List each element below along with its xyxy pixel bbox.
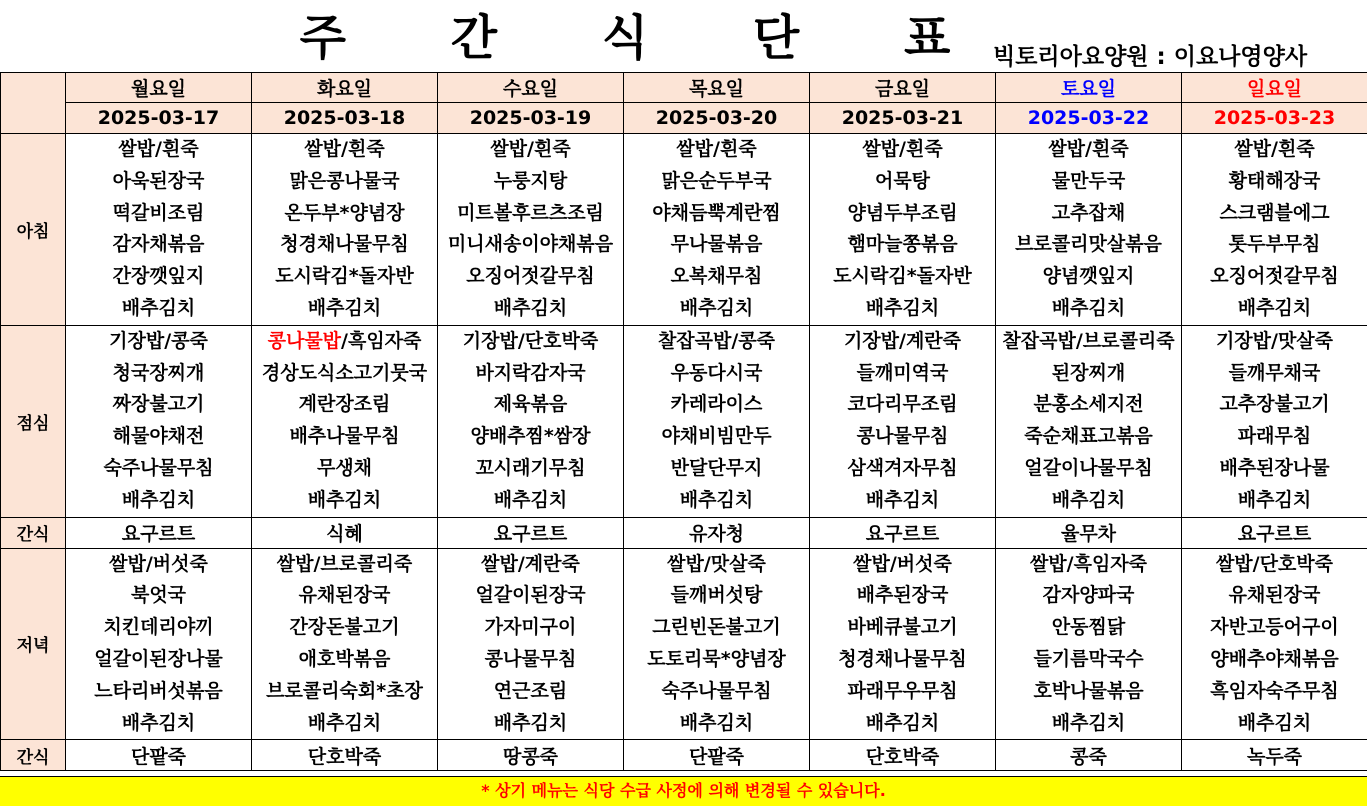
snack-cell: 땅콩죽 bbox=[438, 740, 624, 771]
breakfast-cell: 쌀밥/흰죽 어묵탕 양념두부조림 햄마늘쫑볶음 도시락김*돌자반 배추김치 bbox=[810, 134, 996, 326]
lunch-cell: 찰잡곡밥/콩죽 우동다시국 카레라이스 야채비빔만두 반달단무지 배추김치 bbox=[624, 325, 810, 517]
snack-cell: 단팥죽 bbox=[624, 740, 810, 771]
dinner-cell: 쌀밥/단호박죽 유채된장국 자반고등어구이 양배추야채볶음 흑임자숙주무침 배추김치 bbox=[1182, 548, 1367, 740]
snack-cell: 요구르트 bbox=[1182, 517, 1367, 548]
snack-cell: 단팥죽 bbox=[66, 740, 252, 771]
lunch-cell: 기장밥/맛살죽 들깨무채국 고추장불고기 파래무침 배추된장나물 배추김치 bbox=[1182, 325, 1367, 517]
day-name: 월요일 bbox=[66, 73, 252, 103]
snack-cell: 녹두죽 bbox=[1182, 740, 1367, 771]
page-title: 주 간 식 단 표 bbox=[299, 10, 995, 66]
snack-cell: 식혜 bbox=[252, 517, 438, 548]
day-name-sunday: 일요일 bbox=[1182, 73, 1367, 103]
meal-label-dinner: 저녁 bbox=[1, 548, 66, 740]
lunch-cell: 기장밥/콩죽 청국장찌개 짜장불고기 해물야채전 숙주나물무침 배추김치 bbox=[66, 325, 252, 517]
dinner-row bbox=[1, 548, 1367, 740]
meal-label-snack: 간식 bbox=[1, 517, 66, 548]
breakfast-row bbox=[1, 134, 1367, 326]
day-name: 수요일 bbox=[438, 73, 624, 103]
weekly-menu-table bbox=[0, 72, 1367, 771]
lunch-tue-main: 콩나물밥/흑임자죽 bbox=[267, 329, 422, 352]
meal-label-snack: 간식 bbox=[1, 740, 66, 771]
day-date-saturday: 2025-03-22 bbox=[996, 103, 1182, 134]
snack-cell: 단호박죽 bbox=[252, 740, 438, 771]
lunch-cell: 찰잡곡밥/브로콜리죽 된장찌개 분홍소세지전 죽순채표고볶음 얼갈이나물무침 배추김치 bbox=[996, 325, 1182, 517]
dinner-cell: 쌀밥/버섯죽 북엇국 치킨데리야끼 얼갈이된장나물 느타리버섯볶음 배추김치 bbox=[66, 548, 252, 740]
breakfast-cell: 쌀밥/흰죽 맑은순두부국 야채듬뿍계란찜 무나물볶음 오복채무침 배추김치 bbox=[624, 134, 810, 326]
day-header-row bbox=[1, 73, 1367, 103]
breakfast-cell: 쌀밥/흰죽 누룽지탕 미트볼후르츠조림 미니새송이야채볶음 오징어젓갈무침 배추김치 bbox=[438, 134, 624, 326]
snack-cell: 요구르트 bbox=[810, 517, 996, 548]
snack-cell: 콩죽 bbox=[996, 740, 1182, 771]
lunch-row bbox=[1, 325, 1367, 517]
day-date: 2025-03-17 bbox=[66, 103, 252, 134]
corner-cell bbox=[1, 73, 66, 134]
day-name: 금요일 bbox=[810, 73, 996, 103]
dinner-cell: 쌀밥/계란죽 얼갈이된장국 가자미구이 콩나물무침 연근조림 배추김치 bbox=[438, 548, 624, 740]
lunch-cell: 기장밥/단호박죽 바지락감자국 제육볶음 양배추찜*쌈장 꼬시래기무침 배추김치 bbox=[438, 325, 624, 517]
day-name: 목요일 bbox=[624, 73, 810, 103]
snack-cell: 유자청 bbox=[624, 517, 810, 548]
day-date-sunday: 2025-03-23 bbox=[1182, 103, 1367, 134]
snack-row-evening bbox=[1, 740, 1367, 771]
day-date: 2025-03-19 bbox=[438, 103, 624, 134]
dinner-cell: 쌀밥/흑임자죽 감자양파국 안동찜닭 들기름막국수 호박나물볶음 배추김치 bbox=[996, 548, 1182, 740]
facility-name: 빅토리아요양원 : 이요나영양사 bbox=[993, 44, 1308, 70]
highlighted-dish: 콩나물밥 bbox=[267, 329, 342, 352]
breakfast-cell: 쌀밥/흰죽 황태해장국 스크램블에그 톳두부무침 오징어젓갈무침 배추김치 bbox=[1182, 134, 1367, 326]
snack-row-afternoon bbox=[1, 517, 1367, 548]
meal-label-breakfast: 아침 bbox=[1, 134, 66, 326]
menu-change-notice: * 상기 메뉴는 식당 수급 사정에 의해 변경될 수 있습니다. bbox=[0, 776, 1367, 806]
breakfast-cell: 쌀밥/흰죽 맑은콩나물국 온두부*양념장 청경채나물무침 도시락김*돌자반 배추김치 bbox=[252, 134, 438, 326]
dinner-cell: 쌀밥/브로콜리죽 유채된장국 간장돈불고기 애호박볶음 브로콜리숙회*초장 배추김치 bbox=[252, 548, 438, 740]
lunch-cell: 콩나물밥/흑임자죽 경상도식소고기뭇국 계란장조림 배추나물무침 무생채 배추김치 bbox=[252, 325, 438, 517]
snack-cell: 단호박죽 bbox=[810, 740, 996, 771]
dinner-cell: 쌀밥/맛살죽 들깨버섯탕 그린빈돈불고기 도토리묵*양념장 숙주나물무침 배추김치 bbox=[624, 548, 810, 740]
snack-cell: 율무차 bbox=[996, 517, 1182, 548]
lunch-cell: 기장밥/계란죽 들깨미역국 코다리무조림 콩나물무침 삼색겨자무침 배추김치 bbox=[810, 325, 996, 517]
breakfast-cell: 쌀밥/흰죽 아욱된장국 떡갈비조림 감자채볶음 간장깻잎지 배추김치 bbox=[66, 134, 252, 326]
breakfast-cell: 쌀밥/흰죽 물만두국 고추잡채 브로콜리맛살볶음 양념깻잎지 배추김치 bbox=[996, 134, 1182, 326]
day-name: 화요일 bbox=[252, 73, 438, 103]
day-date: 2025-03-20 bbox=[624, 103, 810, 134]
day-date: 2025-03-18 bbox=[252, 103, 438, 134]
meal-label-lunch: 점심 bbox=[1, 325, 66, 517]
snack-cell: 요구르트 bbox=[438, 517, 624, 548]
date-header-row bbox=[1, 103, 1367, 134]
day-name-saturday: 토요일 bbox=[996, 73, 1182, 103]
dinner-cell: 쌀밥/버섯죽 배추된장국 바베큐불고기 청경채나물무침 파래무우무침 배추김치 bbox=[810, 548, 996, 740]
day-date: 2025-03-21 bbox=[810, 103, 996, 134]
snack-cell: 요구르트 bbox=[66, 517, 252, 548]
